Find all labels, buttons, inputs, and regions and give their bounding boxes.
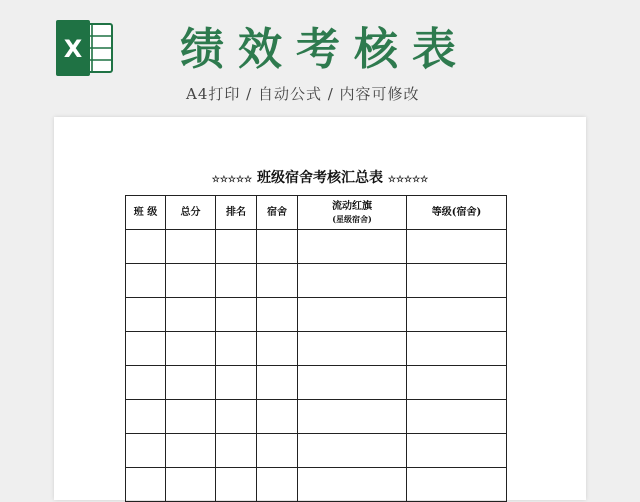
- table-cell[interactable]: [166, 230, 216, 264]
- table-cell[interactable]: [257, 468, 298, 502]
- column-header-total-score: 总分: [166, 196, 216, 230]
- table-cell[interactable]: [257, 332, 298, 366]
- table-cell[interactable]: [166, 264, 216, 298]
- table-cell[interactable]: [407, 264, 507, 298]
- table-row: [126, 230, 507, 264]
- table-cell[interactable]: [216, 434, 257, 468]
- page-title: 绩效考核表: [180, 24, 470, 75]
- table-cell[interactable]: [166, 366, 216, 400]
- table-row: [126, 366, 507, 400]
- table-cell[interactable]: [407, 230, 507, 264]
- page-subtitle: A4打印 / 自动公式 / 内容可修改: [186, 85, 420, 103]
- table-cell[interactable]: [126, 332, 166, 366]
- table-row: [126, 468, 507, 502]
- table-cell[interactable]: [257, 434, 298, 468]
- column-header-grade: 等级(宿舍): [407, 196, 507, 230]
- table-cell[interactable]: [216, 230, 257, 264]
- table-cell[interactable]: [216, 468, 257, 502]
- table-cell[interactable]: [216, 400, 257, 434]
- table-row: [126, 264, 507, 298]
- sheet-title: [54, 167, 586, 189]
- table-cell[interactable]: [298, 264, 407, 298]
- excel-icon-letter: X: [63, 35, 83, 63]
- table-row: [126, 400, 507, 434]
- table-cell[interactable]: [298, 468, 407, 502]
- table-cell[interactable]: [126, 366, 166, 400]
- table-cell[interactable]: [257, 400, 298, 434]
- sheet-title-text: 班级宿舍考核汇总表: [257, 170, 383, 186]
- summary-table: [125, 195, 507, 502]
- table-cell[interactable]: [216, 298, 257, 332]
- column-header-red-flag: 流动红旗 (星级宿舍): [298, 196, 407, 230]
- table-cell[interactable]: [166, 332, 216, 366]
- table-cell[interactable]: [126, 264, 166, 298]
- table-cell[interactable]: [407, 434, 507, 468]
- table-row: [126, 434, 507, 468]
- table-body: [126, 230, 507, 502]
- title-stars-right: ☆☆☆☆☆: [387, 175, 429, 185]
- table-cell[interactable]: [126, 400, 166, 434]
- table-cell[interactable]: [298, 400, 407, 434]
- table-cell[interactable]: [298, 332, 407, 366]
- table-cell[interactable]: [257, 298, 298, 332]
- table-cell[interactable]: [407, 468, 507, 502]
- table-cell[interactable]: [257, 366, 298, 400]
- table-cell[interactable]: [257, 230, 298, 264]
- table-row: [126, 298, 507, 332]
- table-cell[interactable]: [216, 264, 257, 298]
- title-stars-left: ☆☆☆☆☆: [211, 175, 253, 185]
- table-cell[interactable]: [407, 366, 507, 400]
- table-cell[interactable]: [216, 366, 257, 400]
- table-cell[interactable]: [298, 298, 407, 332]
- table-cell[interactable]: [298, 230, 407, 264]
- column-header-class: 班 级: [126, 196, 166, 230]
- column-header-rank: 排名: [216, 196, 257, 230]
- table-cell[interactable]: [216, 332, 257, 366]
- column-header-dorm: 宿舍: [257, 196, 298, 230]
- table-header-row: [126, 196, 507, 230]
- table-cell[interactable]: [166, 400, 216, 434]
- table-cell[interactable]: [126, 230, 166, 264]
- table-cell[interactable]: [407, 332, 507, 366]
- table-cell[interactable]: [298, 366, 407, 400]
- table-cell[interactable]: [166, 298, 216, 332]
- excel-icon: [52, 20, 116, 76]
- table-row: [126, 332, 507, 366]
- table-cell[interactable]: [126, 298, 166, 332]
- table-cell[interactable]: [126, 434, 166, 468]
- table-cell[interactable]: [407, 400, 507, 434]
- table-cell[interactable]: [166, 434, 216, 468]
- table-cell[interactable]: [166, 468, 216, 502]
- table-cell[interactable]: [257, 264, 298, 298]
- table-cell[interactable]: [126, 468, 166, 502]
- table-cell[interactable]: [298, 434, 407, 468]
- table-cell[interactable]: [407, 298, 507, 332]
- spreadsheet-preview: [54, 117, 586, 500]
